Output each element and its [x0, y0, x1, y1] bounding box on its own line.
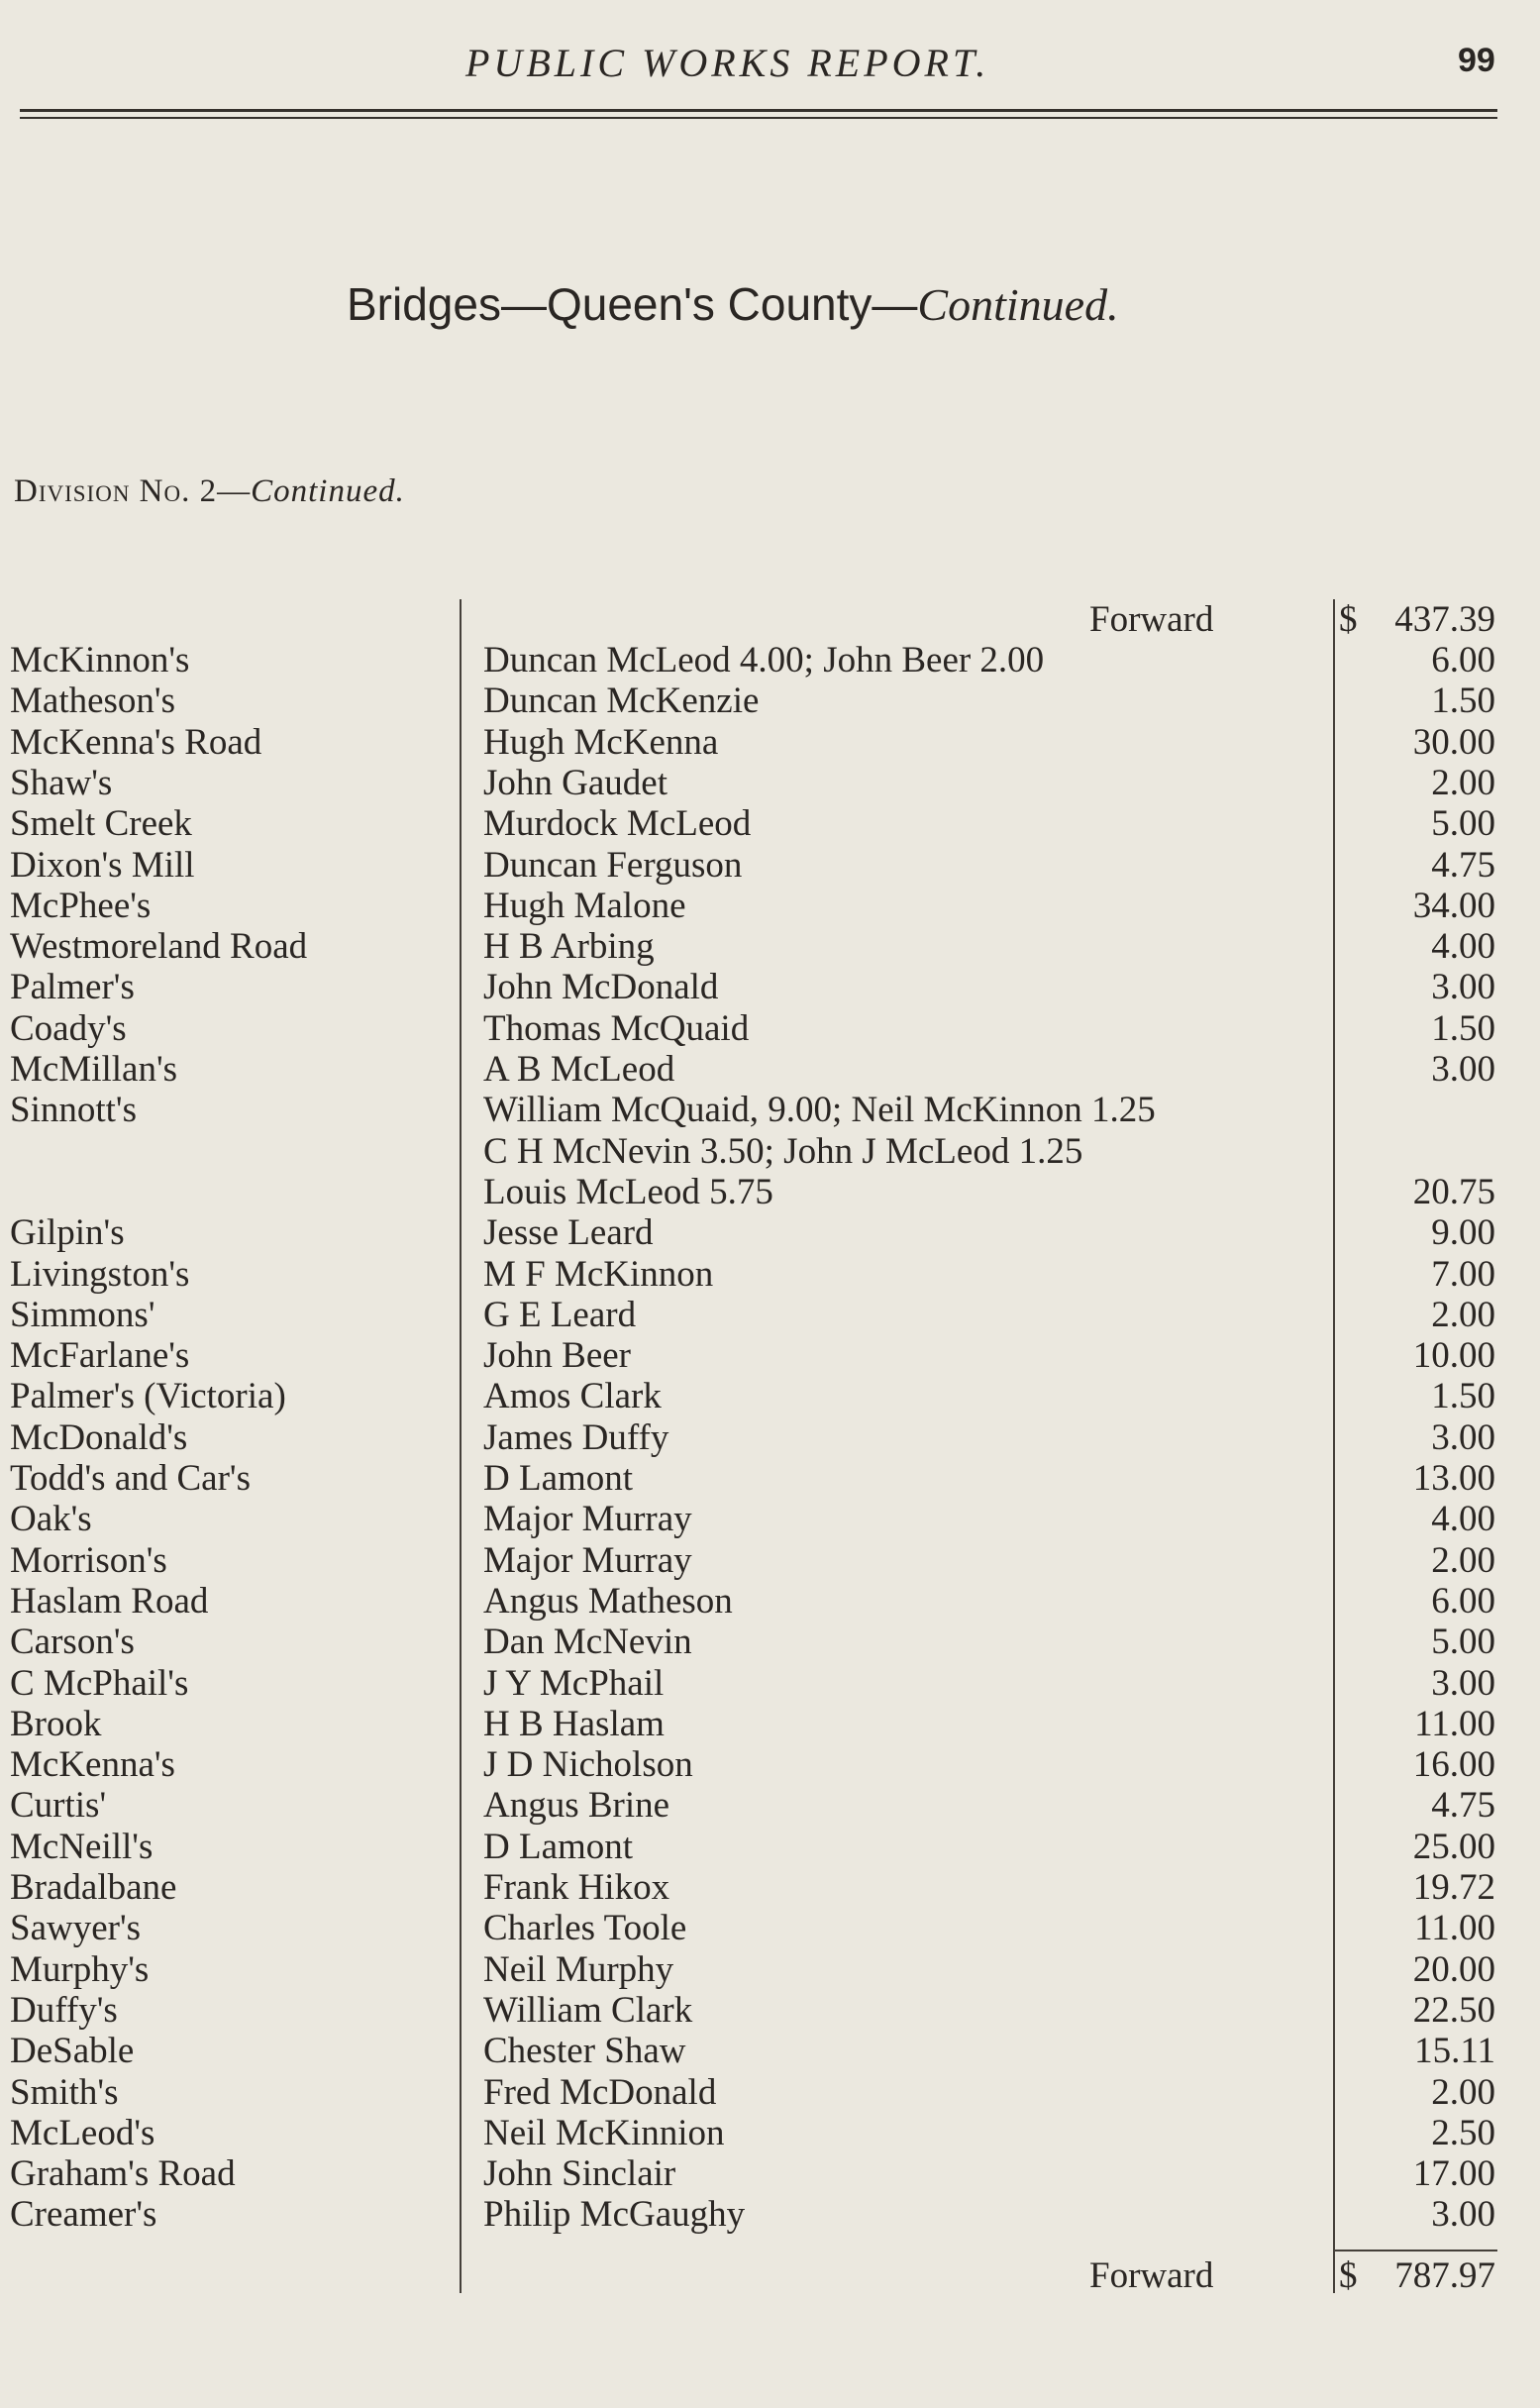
- payee-name: A B McLeod: [483, 1049, 675, 1090]
- amount: 2.00: [1431, 2072, 1495, 2113]
- ledger-row: [0, 1212, 1540, 1254]
- amount: 2.00: [1431, 1295, 1495, 1335]
- payee-name: M F McKinnon: [483, 1254, 714, 1295]
- header-rule: [20, 109, 1497, 112]
- payee-name: J Y McPhail: [483, 1663, 665, 1704]
- payee-name: Charles Toole: [483, 1908, 687, 1948]
- amount: 25.00: [1412, 1827, 1495, 1867]
- ledger-row: [0, 1254, 1540, 1296]
- place-name: Matheson's: [10, 681, 175, 721]
- amount: 9.00: [1431, 1212, 1495, 1253]
- payee-name: Major Murray: [483, 1499, 692, 1539]
- payee-name: Dan McNevin: [483, 1622, 692, 1662]
- ledger-row: [0, 1090, 1540, 1131]
- payee-name: D Lamont: [483, 1827, 634, 1867]
- amount: 1.50: [1431, 1008, 1495, 1049]
- ledger-row: [0, 1540, 1540, 1582]
- ledger-row: [0, 1499, 1540, 1540]
- amount: 2.00: [1431, 763, 1495, 803]
- amount: 3.00: [1431, 1417, 1495, 1458]
- running-title: PUBLIC WORKS REPORT.: [465, 41, 990, 85]
- amount: 6.00: [1431, 640, 1495, 681]
- amount: 16.00: [1412, 1744, 1495, 1785]
- total-rule: [1333, 2250, 1497, 2251]
- amount: 34.00: [1412, 886, 1495, 926]
- payee-name: Chester Shaw: [483, 2031, 686, 2071]
- place-name: Shaw's: [10, 763, 113, 803]
- payee-name: Jesse Leard: [483, 1212, 654, 1253]
- amount: 17.00: [1412, 2153, 1495, 2194]
- place-name: McPhee's: [10, 886, 152, 926]
- payee-name: Philip McGaughy: [483, 2194, 746, 2235]
- section-title-main: Bridges—Queen's County—: [347, 278, 918, 330]
- ledger-row: [0, 1008, 1540, 1050]
- place-name: Palmer's (Victoria): [10, 1376, 286, 1416]
- division-heading: [14, 473, 405, 510]
- ledger-row: [0, 886, 1540, 927]
- ledger-row: [0, 681, 1540, 722]
- division-number: 2—: [199, 473, 252, 509]
- place-name: Curtis': [10, 1785, 107, 1826]
- payee-name: Major Murray: [483, 1540, 692, 1581]
- amount: 10.00: [1412, 1335, 1495, 1376]
- ledger-row: [0, 1744, 1540, 1786]
- ledger-row: [0, 722, 1540, 764]
- place-name: Creamer's: [10, 2194, 157, 2235]
- ledger-row: [0, 1172, 1540, 1213]
- amount: 2.00: [1431, 1540, 1495, 1581]
- ledger-row: [0, 1376, 1540, 1417]
- page-number: 99: [1458, 42, 1495, 79]
- ledger-row: [0, 1663, 1540, 1705]
- forward-top-row: [0, 599, 1540, 641]
- payee-name: Murdock McLeod: [483, 803, 752, 844]
- payee-name: William McQuaid, 9.00; Neil McKinnon 1.25: [483, 1090, 1156, 1130]
- forward-amount: 437.39: [1394, 599, 1495, 640]
- forward-amount: 787.97: [1394, 2255, 1495, 2296]
- payee-name: J D Nicholson: [483, 1744, 693, 1785]
- place-name: Westmoreland Road: [10, 926, 308, 967]
- division-continued: Continued.: [251, 473, 405, 509]
- place-name: Smith's: [10, 2072, 119, 2113]
- currency-sign: $: [1339, 599, 1358, 640]
- payee-name: William Clark: [483, 1990, 693, 2031]
- place-name: Coady's: [10, 1008, 127, 1049]
- ledger-row: [0, 967, 1540, 1008]
- ledger-row: [0, 2031, 1540, 2072]
- amount: 20.75: [1412, 1172, 1495, 1212]
- ledger-row: [0, 1622, 1540, 1663]
- place-name: Smelt Creek: [10, 803, 192, 844]
- amount: 3.00: [1431, 2194, 1495, 2235]
- place-name: Morrison's: [10, 1540, 167, 1581]
- amount: 5.00: [1431, 1622, 1495, 1662]
- ledger-row: [0, 926, 1540, 968]
- place-name: McFarlane's: [10, 1335, 190, 1376]
- running-head: [0, 40, 1540, 89]
- ledger-row: [0, 2153, 1540, 2195]
- payee-name: H B Haslam: [483, 1704, 665, 1744]
- amount: 11.00: [1414, 1704, 1495, 1744]
- ledger-row: [0, 803, 1540, 845]
- place-name: Murphy's: [10, 1949, 150, 1990]
- payee-name: Louis McLeod 5.75: [483, 1172, 773, 1212]
- division-label: Division No.: [14, 473, 191, 509]
- ledger-row: [0, 763, 1540, 804]
- place-name: Sinnott's: [10, 1090, 137, 1130]
- ledger-row: [0, 640, 1540, 681]
- ledger-row: [0, 1827, 1540, 1868]
- place-name: Palmer's: [10, 967, 135, 1007]
- amount: 4.00: [1431, 1499, 1495, 1539]
- payee-name: C H McNevin 3.50; John J McLeod 1.25: [483, 1131, 1083, 1172]
- section-title: [347, 277, 1119, 331]
- ledger-row: [0, 1704, 1540, 1745]
- ledger-row: [0, 1335, 1540, 1377]
- amount: 20.00: [1412, 1949, 1495, 1990]
- place-name: McLeod's: [10, 2113, 155, 2153]
- place-name: McKinnon's: [10, 640, 190, 681]
- amount: 22.50: [1412, 1990, 1495, 2031]
- place-name: Simmons': [10, 1295, 155, 1335]
- ledger-row: [0, 2072, 1540, 2114]
- payee-name: Thomas McQuaid: [483, 1008, 750, 1049]
- payee-name: Duncan Ferguson: [483, 845, 743, 886]
- payee-name: Amos Clark: [483, 1376, 662, 1416]
- place-name: DeSable: [10, 2031, 135, 2071]
- ledger-row: [0, 1908, 1540, 1949]
- place-name: McNeill's: [10, 1827, 154, 1867]
- forward-label: Forward: [1089, 599, 1214, 640]
- forward-bottom-row: [0, 2255, 1540, 2297]
- ledger-row: [0, 1949, 1540, 1991]
- ledger-row: [0, 1417, 1540, 1459]
- payee-name: Angus Matheson: [483, 1581, 733, 1622]
- place-name: McKenna's Road: [10, 722, 262, 763]
- place-name: Duffy's: [10, 1990, 118, 2031]
- place-name: C McPhail's: [10, 1663, 189, 1704]
- payee-name: James Duffy: [483, 1417, 669, 1458]
- payee-name: Fred McDonald: [483, 2072, 717, 2113]
- ledger-row: [0, 1131, 1540, 1173]
- place-name: Livingston's: [10, 1254, 190, 1295]
- ledger-row: [0, 1049, 1540, 1091]
- payee-name: G E Leard: [483, 1295, 637, 1335]
- place-name: McDonald's: [10, 1417, 188, 1458]
- place-name: Sawyer's: [10, 1908, 142, 1948]
- payee-name: Duncan McKenzie: [483, 681, 760, 721]
- place-name: Dixon's Mill: [10, 845, 195, 886]
- place-name: Gilpin's: [10, 1212, 125, 1253]
- amount: 2.50: [1431, 2113, 1495, 2153]
- amount: 5.00: [1431, 803, 1495, 844]
- amount: 15.11: [1414, 2031, 1495, 2071]
- payee-name: Hugh McKenna: [483, 722, 719, 763]
- payee-name: Angus Brine: [483, 1785, 670, 1826]
- place-name: McMillan's: [10, 1049, 178, 1090]
- ledger-row: [0, 1990, 1540, 2032]
- currency-sign: $: [1339, 2255, 1358, 2296]
- ledger-row: [0, 2113, 1540, 2154]
- ledger-row: [0, 1785, 1540, 1827]
- amount: 7.00: [1431, 1254, 1495, 1295]
- amount: 3.00: [1431, 967, 1495, 1007]
- amount: 3.00: [1431, 1049, 1495, 1090]
- place-name: Brook: [10, 1704, 102, 1744]
- amount: 4.75: [1431, 1785, 1495, 1826]
- ledger-row: [0, 1867, 1540, 1909]
- place-name: McKenna's: [10, 1744, 175, 1785]
- ledger-row: [0, 1581, 1540, 1623]
- amount: 19.72: [1412, 1867, 1495, 1908]
- place-name: Graham's Road: [10, 2153, 236, 2194]
- payee-name: Hugh Malone: [483, 886, 686, 926]
- amount: 13.00: [1412, 1458, 1495, 1499]
- amount: 1.50: [1431, 1376, 1495, 1416]
- place-name: Oak's: [10, 1499, 92, 1539]
- payee-name: Frank Hikox: [483, 1867, 670, 1908]
- ledger-row: [0, 2194, 1540, 2236]
- ledger-row: [0, 1458, 1540, 1500]
- payee-name: H B Arbing: [483, 926, 655, 967]
- header-rule-thin: [20, 117, 1497, 119]
- amount: 30.00: [1412, 722, 1495, 763]
- amount: 1.50: [1431, 681, 1495, 721]
- payee-name: Duncan McLeod 4.00; John Beer 2.00: [483, 640, 1045, 681]
- payee-name: John McDonald: [483, 967, 719, 1007]
- amount: 4.75: [1431, 845, 1495, 886]
- payee-name: Neil McKinnion: [483, 2113, 725, 2153]
- payee-name: John Sinclair: [483, 2153, 676, 2194]
- amount: 11.00: [1414, 1908, 1495, 1948]
- place-name: Todd's and Car's: [10, 1458, 251, 1499]
- place-name: Haslam Road: [10, 1581, 209, 1622]
- place-name: Bradalbane: [10, 1867, 177, 1908]
- payee-name: Neil Murphy: [483, 1949, 674, 1990]
- amount: 6.00: [1431, 1581, 1495, 1622]
- amount: 4.00: [1431, 926, 1495, 967]
- ledger-row: [0, 1295, 1540, 1336]
- payee-name: John Gaudet: [483, 763, 667, 803]
- place-name: Carson's: [10, 1622, 135, 1662]
- ledger-row: [0, 845, 1540, 887]
- payee-name: D Lamont: [483, 1458, 634, 1499]
- payee-name: John Beer: [483, 1335, 631, 1376]
- amount: 3.00: [1431, 1663, 1495, 1704]
- forward-label: Forward: [1089, 2255, 1214, 2296]
- section-title-continued: Continued.: [917, 279, 1119, 330]
